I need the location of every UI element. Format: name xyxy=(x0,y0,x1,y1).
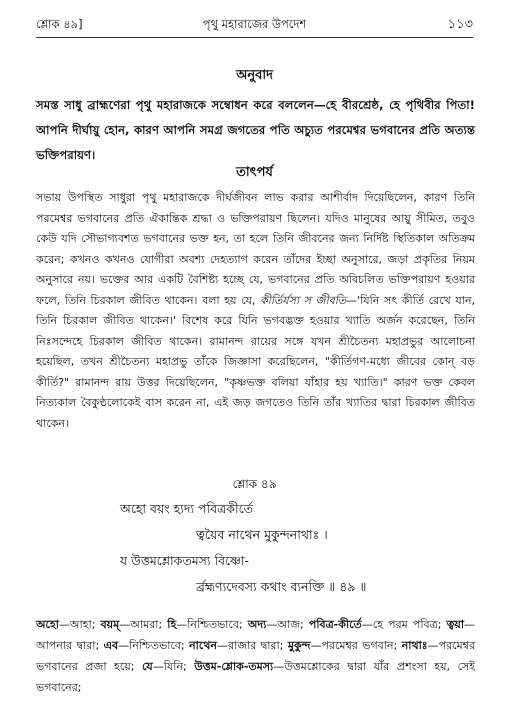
synonym-item xyxy=(36,618,95,631)
synonym-term: হি xyxy=(167,618,177,631)
synonym-term: যে xyxy=(141,660,153,673)
synonym-meaning: —নিশ্চিতভাবে; xyxy=(176,618,243,631)
synonym-term: অহো xyxy=(36,618,59,631)
synonym-item xyxy=(309,618,442,631)
synonym-term: নাথেন xyxy=(189,639,217,652)
synonym-meaning: —আমরা; xyxy=(119,618,163,631)
synonym-meaning: —আহা; xyxy=(58,618,96,631)
purport-text xyxy=(36,188,475,434)
synonym-item xyxy=(189,639,283,652)
header-chapter-title: পৃথু মহারাজের উপদেশ xyxy=(202,17,307,31)
synonym-meaning: —রাজার দ্বারা; xyxy=(216,639,284,652)
purport-text-part-1: সভায় উপস্থিত সাধুরা পৃথু মহারাজকে দীর্ঘজীবন লাভ করার আশীর্বাদ দিয়েছিলেন, কারণ তিনি পরমেশ্বর ভগবানের প্রতি ঐকান্তিক শ্রদ্ধা ও ভক্তিপরায়ণ ছিলেন। যদিও মানুষের আয়ু সীমিত, তবুও কেউ যদি সৌভাগ্যবশত ভগবানের ভক্ত হন, তা হলে তিনি জীবনের জন্য নির্দিষ্ট স্থিতিকাল অতিক্রম করেন; কখনও কখনও যোগীরা অবশ্য দেহত্যাগ করেন তাঁদের ইচ্ছা অনুসারে, জড়া প্রকৃতির নিয়ম অনুসারে নয়। ভক্তের আর একটি বৈশিষ্ট্য হচ্ছে যে, ভগবানের প্রতি অবিচলিত ভক্তিপরায়ণ হওয়ার ফলে, তিনি চিরকাল জীবিত থাকেন। বলা হয় যে, xyxy=(36,191,475,307)
synonym-term: ত্বয়া xyxy=(446,618,465,631)
translation-text: সমস্ত সাধু ব্রাহ্মণেরা পৃথু মহারাজকে সম্বোধন করে বললেন—হে বীরশ্রেষ্ঠ, হে পৃথিবীর পিতা! আপনি দীর্ঘায়ু হোন, কারণ আপনি সমগ্র জগতের পতি অচ্যুত পরমেশ্বর ভগবানের প্রতি অত্যন্ত ভক্তিপরায়ণ। xyxy=(36,98,475,162)
synonym-meaning: —নিশ্চিতভাবে; xyxy=(118,639,185,652)
purport-italic-quote: কীর্তির্যস্য স জীবতি xyxy=(260,293,347,307)
verse-number: শ্লোক ৪৯ xyxy=(232,477,277,491)
synonym-meaning: —যিনি; xyxy=(152,660,187,673)
synonym-term: বয়ম্ xyxy=(100,618,120,631)
synonym-term: এব xyxy=(103,639,119,652)
synonym-meaning: —পরমেশ্বর ভগবানের প্রজা হয়ে; xyxy=(36,639,476,673)
header-verse-ref: শ্লোক ৪৯] xyxy=(36,17,83,31)
synonym-meaning: —পরমেশ্বর ভগবান; xyxy=(310,639,398,652)
purport-heading: তাৎপর্য xyxy=(236,165,273,180)
synonym-item xyxy=(142,660,187,673)
header-rule xyxy=(36,37,473,38)
verse-line-1: অহো বয়ং হ্যদ্য পবিত্রকীর্তে xyxy=(120,501,253,516)
purport-text-part-2: —'যিনি সৎ কীর্তি রেখে যান, তিনি চিরকাল জীবিত থাকেন।' বিশেষ করে যিনি ভগবদ্ভক্ত হওয়ার খ্যাতি অর্জন করেছেন, তিনি নিঃসন্দেহে চিরকাল জীবিত থাকেন। রামানন্দ রায়ের সঙ্গে যখন শ্রীচৈতন্য মহাপ্রভুর আলোচনা হয়েছিল, তখন শ্রীচৈতন্য মহাপ্রভু তাঁকে জিজ্ঞাসা করেছিলেন, "কীর্তিগণ-মধ্যে জীবের কোন্ বড় কীর্তি?" রামানন্দ রায় উত্তর দিয়েছিলেন, "কৃষ্ণভক্ত বলিয়া যাঁহার হয় খ্যাতি।" কারণ ভক্ত কেবল নিত্যকাল বৈকুণ্ঠলোকেই বাস করেন না, এই জড় জগতেও তিনি তাঁর খ্যাতির দ্বারা চিরকাল জীবিত থাকেন। xyxy=(36,293,476,430)
translation-heading: অনুবাদ xyxy=(236,68,273,83)
verse-line-4: র্ব্রহ্মণ্যদেবস্য কথাং ব্যনক্তি ॥ ৪৯ ॥ xyxy=(196,579,367,594)
page-number: ১১৩ xyxy=(447,17,473,32)
synonyms-block xyxy=(36,614,475,698)
synonym-meaning: —আপনার দ্বারা; xyxy=(36,618,476,652)
verse-line-2: ত্বয়ৈব নাথেন মুকুন্দনাথাঃ । xyxy=(196,527,328,542)
verse-line-3: য উত্তমশ্লোকতমস্য বিষ্ণো- xyxy=(120,553,250,568)
synonym-item xyxy=(101,618,163,631)
synonym-item xyxy=(288,639,397,652)
running-header xyxy=(36,12,473,38)
synonym-meaning: —উত্তমশ্লোকের দ্বারা যাঁর প্রশংসা হয়, সেই ভগবানের; xyxy=(36,660,476,694)
synonym-term: পবিত্র-কীর্তে xyxy=(308,618,362,631)
synonym-term: অদ্য xyxy=(247,618,267,631)
synonym-meaning: —আজ; xyxy=(266,618,304,631)
synonym-term: উত্তম-শ্লোক-তমস্য xyxy=(194,660,274,673)
synonym-item xyxy=(167,618,242,631)
synonym-term: নাথাঃ xyxy=(401,639,428,652)
synonym-item xyxy=(248,618,304,631)
synonym-meaning: —হে পরম পবিত্র; xyxy=(361,618,442,631)
synonym-term: মুকুন্দ xyxy=(287,639,311,652)
synonym-item xyxy=(104,639,185,652)
